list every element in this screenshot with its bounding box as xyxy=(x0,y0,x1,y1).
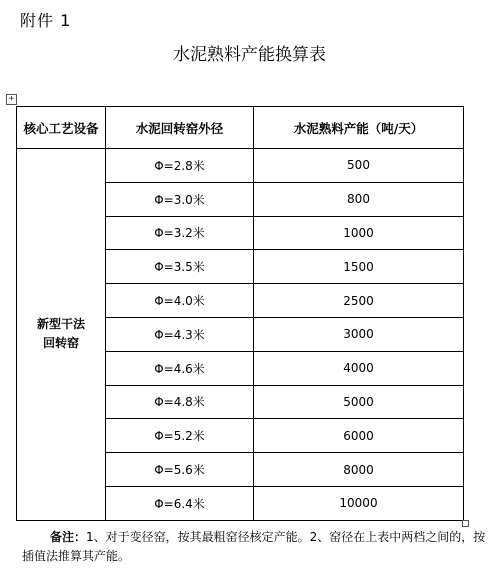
diameter-cell: Φ=3.0米 xyxy=(106,182,254,216)
table-header-row xyxy=(17,107,464,149)
footnote-text-1: 1、对于变径窑，按其最粗窑径核定产能。2、窑径在上表中两档之间的，按 xyxy=(86,530,486,544)
header-kiln-diameter: 水泥回转窑外径 xyxy=(106,107,254,149)
footnote xyxy=(22,528,492,566)
capacity-cell: 1000 xyxy=(254,216,464,250)
capacity-cell: 3000 xyxy=(254,317,464,351)
diameter-cell: Φ=4.0米 xyxy=(106,284,254,318)
diameter-cell: Φ=4.8米 xyxy=(106,385,254,419)
device-name-line: 新型干法 xyxy=(36,317,85,332)
diameter-cell: Φ=6.4米 xyxy=(106,486,254,520)
diameter-cell: Φ=5.6米 xyxy=(106,453,254,487)
document-title: 水泥熟料产能换算表 xyxy=(173,45,326,65)
diameter-cell: Φ=2.8米 xyxy=(106,149,254,183)
device-name-line: 回转窑 xyxy=(42,336,79,351)
table-resize-handle-icon[interactable] xyxy=(462,520,469,527)
capacity-cell: 5000 xyxy=(254,385,464,419)
diameter-cell: Φ=4.6米 xyxy=(106,351,254,385)
capacity-cell: 800 xyxy=(254,182,464,216)
table-row xyxy=(17,149,464,183)
diameter-cell: Φ=3.2米 xyxy=(106,216,254,250)
table-move-handle-icon[interactable]: + xyxy=(6,94,17,105)
attachment-label: 附件 1 xyxy=(20,11,72,30)
device-cell xyxy=(17,149,106,521)
footnote-label: 备注： xyxy=(50,530,87,544)
capacity-cell: 1500 xyxy=(254,250,464,284)
header-core-equipment: 核心工艺设备 xyxy=(17,107,106,149)
capacity-cell: 6000 xyxy=(254,419,464,453)
capacity-cell: 2500 xyxy=(254,284,464,318)
conversion-table xyxy=(16,106,464,521)
header-clinker-capacity: 水泥熟料产能（吨/天） xyxy=(254,107,464,149)
diameter-cell: Φ=5.2米 xyxy=(106,419,254,453)
footnote-line-1 xyxy=(22,528,492,547)
diameter-cell: Φ=4.3米 xyxy=(106,317,254,351)
capacity-cell: 10000 xyxy=(254,486,464,520)
footnote-line-2: 插值法推算其产能。 xyxy=(22,549,131,563)
diameter-cell: Φ=3.5米 xyxy=(106,250,254,284)
capacity-cell: 4000 xyxy=(254,351,464,385)
capacity-cell: 500 xyxy=(254,149,464,183)
capacity-cell: 8000 xyxy=(254,453,464,487)
